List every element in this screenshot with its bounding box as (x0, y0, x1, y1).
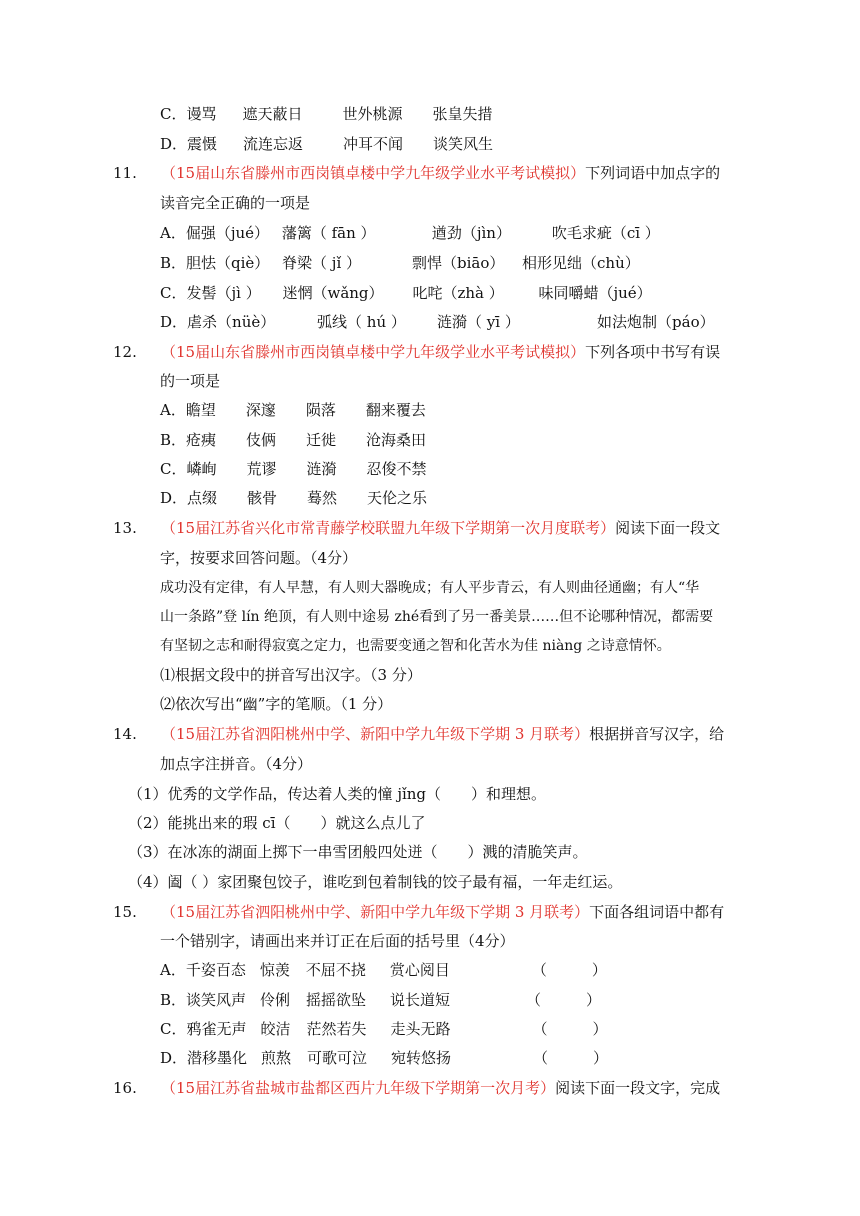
question-number: 14. (113, 725, 137, 743)
question-number: 16. (113, 1079, 137, 1097)
q14-item-1: （1）优秀的文学作品，传达着人类的憧 jǐng（ ）和理想。 (128, 785, 547, 803)
q15-stem-cont: 一个错别字，请画出来并订正在后面的括号里（4分） (160, 932, 515, 950)
question-text: 下列各项中书写有误 (585, 343, 721, 361)
q11-option-b (160, 253, 640, 273)
q12-option-b (160, 430, 426, 450)
option-label: B． (160, 431, 187, 449)
word: 吹毛求疵（cī ） (551, 224, 660, 242)
option-label: D． (160, 1049, 188, 1067)
q14-item-4: （4）阖（ ）家团聚包饺子，谁吃到包着制钱的饺子最有福，一年走红运。 (128, 873, 623, 891)
word: 沧海桑田 (366, 431, 427, 449)
word: 叱咤（zhà ） (412, 284, 504, 302)
option-label: C． (160, 1020, 187, 1038)
word: 谈笑风声 (186, 991, 247, 1009)
word: 荒谬 (246, 460, 277, 478)
answer-blank[interactable]: （ ） (533, 1049, 609, 1067)
word: 震慑 (187, 135, 218, 153)
word: 惊羡 (259, 961, 290, 979)
question-source: （15届江苏省盐城市盐都区西片九年级下学期第一次月考） (161, 1079, 556, 1097)
word: 迷惘（wǎng） (282, 284, 384, 302)
question-source: （15届江苏省兴化市常青藤学校联盟九年级下学期第一次月度联考） (161, 519, 616, 537)
q10-option-c (160, 104, 493, 124)
question-number: 12. (113, 343, 137, 361)
q12-option-c (160, 459, 427, 479)
word: 不屈不挠 (305, 961, 366, 979)
word: 味同嚼蜡（jué） (538, 284, 652, 302)
option-label: A． (160, 401, 186, 419)
q13-passage-line-3: 有坚韧之志和耐得寂寞之定力，也需要变通之智和化苦水为佳 niàng 之诗意情怀。 (160, 638, 671, 654)
q11-option-d (160, 312, 715, 332)
q12-stem (113, 342, 720, 362)
q11-stem-cont: 读音完全正确的一项是 (160, 194, 311, 212)
question-number: 15. (113, 903, 137, 921)
q13-stem (113, 518, 720, 538)
q12-option-d (160, 488, 427, 508)
question-source: （15届山东省滕州市西岗镇卓楼中学九年级学业水平考试模拟） (161, 343, 586, 361)
word: 潜移墨化 (187, 1049, 248, 1067)
q13-passage-line-2: 山一条路”登 lín 绝顶，有人则中途易 zhé看到了另一番美景……但不论哪种情况，都需要 (160, 609, 714, 625)
q15-option-a (160, 960, 607, 980)
word: 皎洁 (260, 1020, 291, 1038)
word: 流连忘返 (243, 135, 304, 153)
option-label: C． (160, 105, 187, 123)
q14-stem (113, 724, 724, 744)
word: 倔强（jué） (185, 224, 270, 242)
word: 摇摇欲坠 (306, 991, 367, 1009)
word: 宛转悠扬 (391, 1049, 452, 1067)
answer-blank[interactable]: （ ） (531, 961, 607, 979)
question-text: 下列词语中加点字的 (585, 164, 721, 182)
question-source: （15届江苏省泗阳桃州中学、新阳中学九年级下学期 3 月联考） (161, 725, 590, 743)
question-number: 11. (113, 164, 137, 182)
q12-stem-cont: 的一项是 (160, 372, 221, 390)
option-label: C． (160, 460, 187, 478)
word: 点缀 (187, 489, 218, 507)
q13-stem-cont: 字，按要求回答问题。（4分） (160, 549, 358, 567)
word: 说长道短 (390, 991, 451, 1009)
word: 谩骂 (186, 105, 217, 123)
q15-option-c (160, 1019, 608, 1039)
question-text: 下面各组词语中都有 (589, 903, 725, 921)
word: 鸦雀无声 (186, 1020, 247, 1038)
word: 赏心阅目 (389, 961, 450, 979)
q13-subquestion-1: ⑴根据文段中的拼音写出汉字。（3 分） (160, 666, 422, 684)
word: 伶俐 (260, 991, 291, 1009)
word: 谈笑风生 (433, 135, 494, 153)
word: 发髻（jì ） (186, 284, 261, 302)
word: 千姿百态 (185, 961, 246, 979)
word: 张皇失措 (432, 105, 493, 123)
question-number: 13. (113, 519, 137, 537)
word: 可歌可泣 (307, 1049, 368, 1067)
word: 如法炮制（páo） (597, 313, 715, 331)
word: 世外桃源 (342, 105, 403, 123)
word: 涟漪（ yī ） (437, 313, 520, 331)
answer-blank[interactable]: （ ） (532, 1020, 608, 1038)
q16-stem (113, 1078, 720, 1098)
word: 弧线（ hú ） (317, 313, 406, 331)
word: 翻来覆去 (365, 401, 426, 419)
word: 天伦之乐 (367, 489, 428, 507)
option-label: A． (160, 961, 186, 979)
option-label: C． (160, 284, 187, 302)
question-text: 阅读下面一段文字，完成 (555, 1079, 721, 1097)
q13-subquestion-2: ⑵依次写出“幽”字的笔顺。（1 分） (160, 695, 393, 713)
q15-option-b (160, 990, 601, 1010)
question-source: （15届山东省滕州市西岗镇卓楼中学九年级学业水平考试模拟） (161, 164, 586, 182)
q15-option-d (160, 1048, 608, 1068)
option-label: B． (160, 254, 187, 272)
word: 走头无路 (390, 1020, 451, 1038)
word: 忍俊不禁 (366, 460, 427, 478)
word: 涟漪 (306, 460, 337, 478)
word: 冲耳不闻 (343, 135, 404, 153)
option-label: D． (160, 135, 188, 153)
question-text: 阅读下面一段文 (615, 519, 721, 537)
word: 疮痍 (186, 431, 217, 449)
word: 藩篱（ fān ） (281, 224, 376, 242)
question-source: （15届江苏省泗阳桃州中学、新阳中学九年级下学期 3 月联考） (161, 903, 590, 921)
q14-item-2: （2）能挑出来的瑕 cī（ ）就这么点儿了 (128, 814, 426, 832)
q11-option-c (160, 283, 652, 303)
q12-option-a (160, 400, 426, 420)
word: 骸骨 (247, 489, 278, 507)
word: 煎熬 (261, 1049, 292, 1067)
option-label: D． (160, 313, 188, 331)
word: 陨落 (305, 401, 336, 419)
word: 遒劲（jìn） (431, 224, 511, 242)
word: 伎俩 (246, 431, 277, 449)
word: 嶙峋 (186, 460, 217, 478)
option-label: B． (160, 991, 187, 1009)
word: 茫然若失 (306, 1020, 367, 1038)
word: 蓦然 (307, 489, 338, 507)
word: 相形见绌（chù） (522, 254, 640, 272)
q11-stem (113, 163, 720, 183)
word: 瞻望 (185, 401, 216, 419)
option-label: A． (160, 224, 186, 242)
word: 迁徙 (306, 431, 337, 449)
option-label: D． (160, 489, 188, 507)
word: 虐杀（nüè） (187, 313, 276, 331)
q10-option-d (160, 134, 493, 154)
q14-item-3: （3）在冰冻的湖面上掷下一串雪团般四处迸（ ）溅的清脆笑声。 (128, 843, 588, 861)
q11-option-a (160, 223, 660, 243)
q15-stem (113, 902, 724, 922)
answer-blank[interactable]: （ ） (526, 991, 602, 1009)
question-text: 根据拼音写汉字，给 (589, 725, 725, 743)
q14-stem-cont: 加点字注拼音。（4分） (160, 755, 313, 773)
word: 遮天蔽日 (242, 105, 303, 123)
word: 脊梁（ jǐ ） (282, 254, 362, 272)
q13-passage-line-1: 成功没有定律，有人早慧，有人则大器晚成；有人平步青云，有人则曲径通幽；有人“华 (160, 580, 700, 596)
word: 胆怯（qiè） (186, 254, 270, 272)
word: 剽悍（biāo） (412, 254, 505, 272)
word: 深邃 (245, 401, 276, 419)
